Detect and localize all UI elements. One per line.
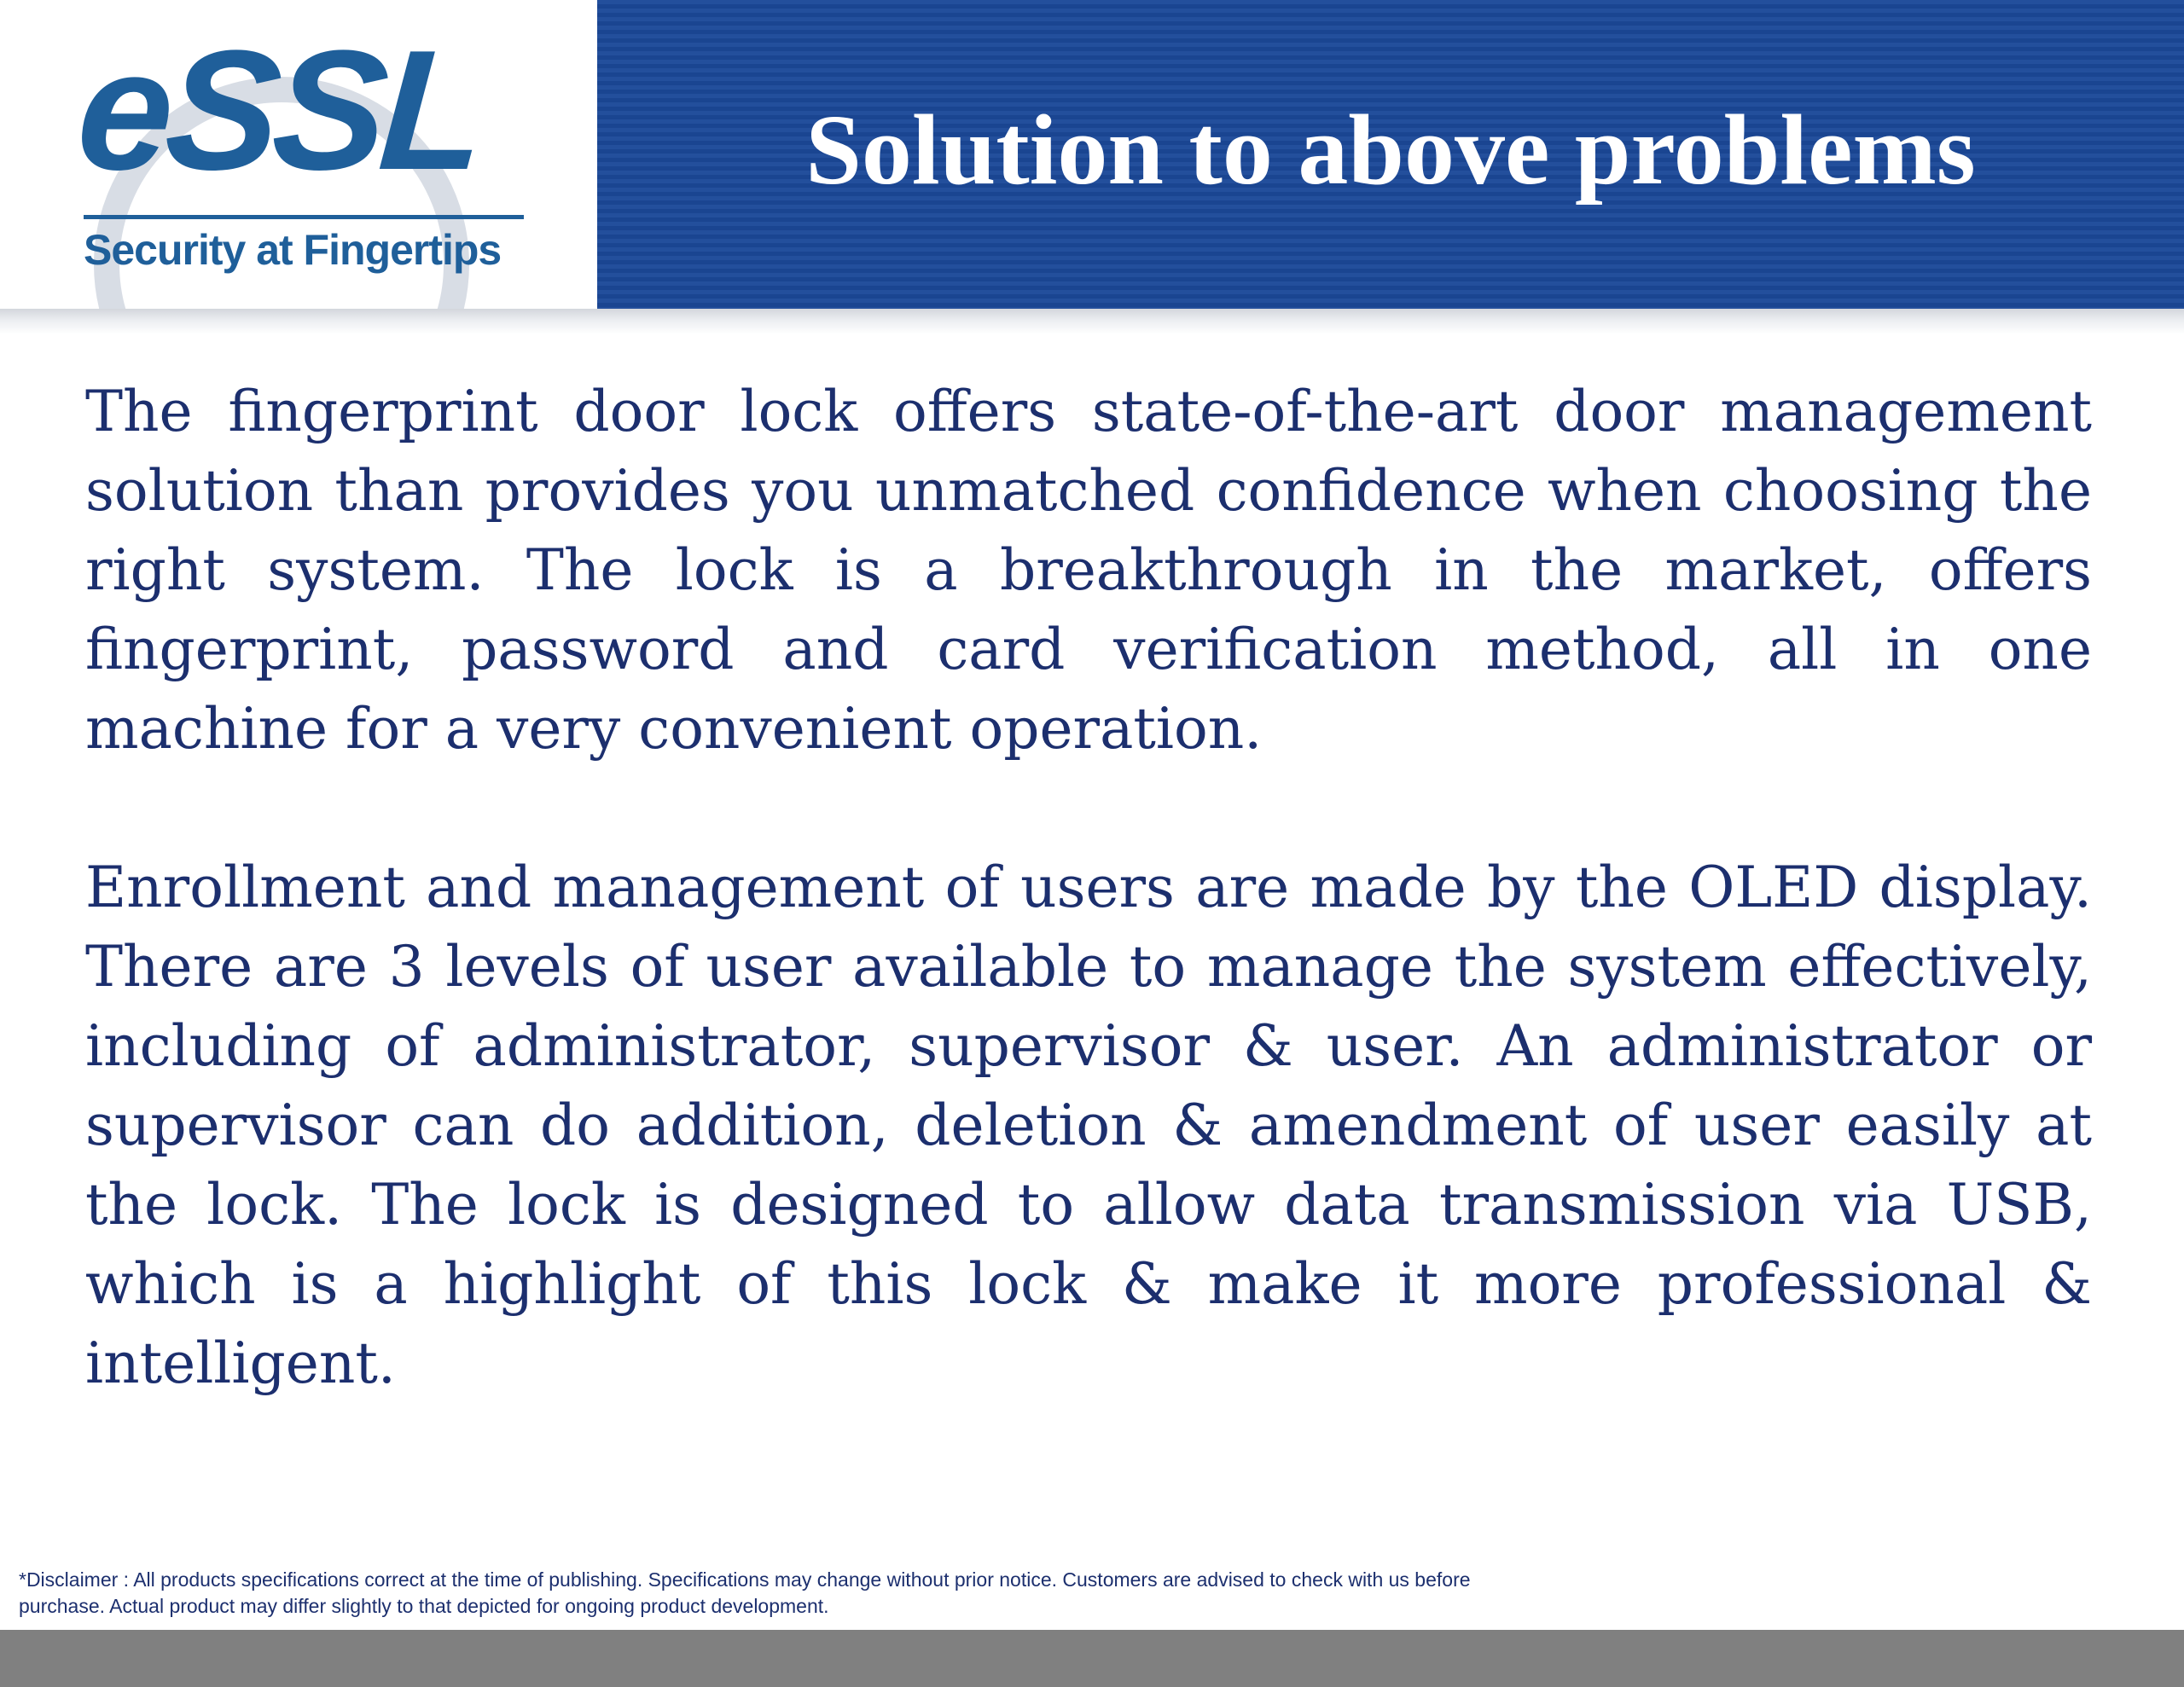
logo-tagline: Security at Fingertips: [84, 226, 502, 274]
footer-bar: [0, 1630, 2184, 1687]
page-title: Solution to above problems: [805, 94, 1976, 206]
disclaimer: *Disclaimer : All products specifications correct at the time of publishing. Specifications may change without prior notice. Customers are advised to check with us before purchase. Actual product may differ slightly to that depicted for ongoing product development.: [19, 1568, 1471, 1617]
body-content: [85, 372, 2092, 1403]
paragraph-enrollment: Enrollment and management of users are made by the OLED display. There are 3 levels of user available to manage the system effectively, including of administrator, supervisor & user. An administrator or supervisor can do addition, deletion & amendment of user easily at the lock. The lock is designed to allow data transmission via USB, which is a highlight of this lock & make it more professional & intelligent.: [85, 855, 2092, 1396]
logo: [0, 0, 597, 309]
paragraph-overview: The fingerprint door lock offers state-of-the-art door management solution than provides you unmatched confidence when choosing the right system. The lock is a breakthrough in the market, offers fingerprint, password and card verification method, all in one machine for a very convenient operation.: [85, 379, 2092, 762]
header-shadow: [0, 309, 2184, 334]
title-bar: [597, 0, 2184, 309]
logo-wordmark: eSSL: [72, 15, 485, 206]
logo-divider: [84, 215, 524, 219]
